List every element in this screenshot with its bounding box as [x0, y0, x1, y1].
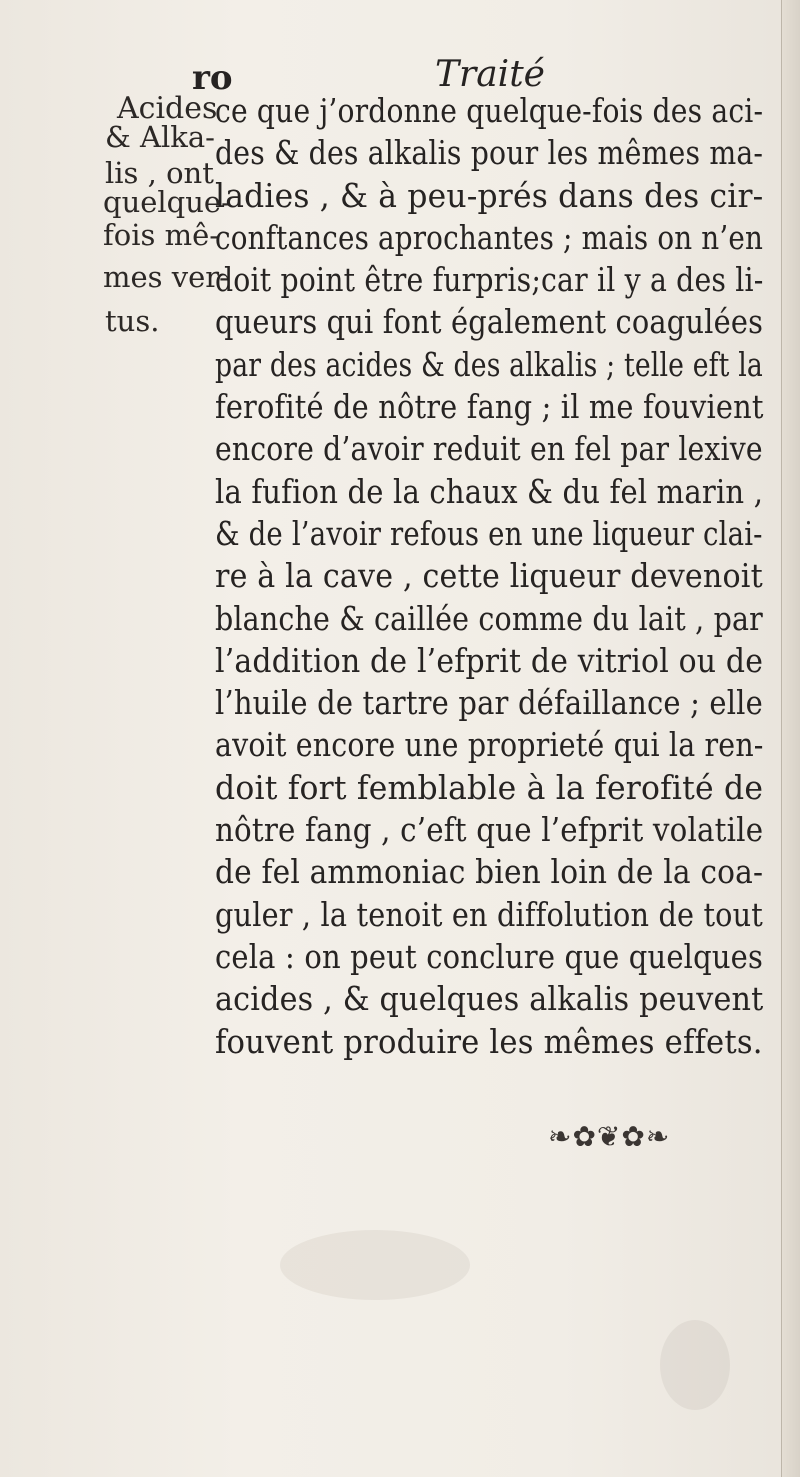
text-line: ce que j’ordonne quelque-fois des aci-	[215, 91, 764, 130]
margin-line: & Alka-	[105, 120, 215, 154]
text-line: conftances aprochantes ; mais on n’en	[215, 217, 764, 257]
text-line: doit point être furpris;car il y a des li-	[215, 260, 764, 300]
text-line: fouvent produire les mêmes effets.	[215, 1021, 763, 1061]
text-line: l’addition de l’efprit de vitriol ou de	[215, 640, 764, 680]
text-line: l’huile de tartre par défaillance ; elle	[215, 683, 763, 723]
margin-line: mes ver-	[103, 260, 229, 294]
text-line: blanche & caillée comme du lait , par	[215, 598, 763, 638]
text-line: des & des alkalis pour les mêmes ma-	[215, 133, 764, 173]
text-line: nôtre fang , c’eft que l’efprit volatile	[215, 810, 764, 850]
text-line: doit fort femblable à la ferofité de	[215, 767, 764, 807]
page-edge	[781, 0, 800, 1477]
margin-line: tus.	[105, 304, 160, 338]
text-line: la fufion de la chaux & du fel marin ,	[215, 471, 764, 511]
text-line: re à la cave , cette liqueur devenoit	[215, 556, 763, 596]
text-line: ladies , & à peu-prés dans des cir-	[215, 175, 764, 215]
text-line: acides , & quelques alkalis peuvent	[215, 979, 764, 1019]
margin-line: Acides	[117, 91, 218, 126]
text-line: avoit encore une proprieté qui la ren-	[215, 725, 764, 765]
margin-line: fois mê-	[103, 218, 220, 252]
text-line: encore d’avoir reduit en fel par lexive	[215, 429, 763, 469]
text-line: cela : on peut conclure que quelques	[215, 936, 764, 976]
tailpiece-ornament: ❧✿❦✿❧	[548, 1120, 671, 1153]
text-line: de fel ammoniac bien loin de la coa-	[215, 852, 764, 892]
body-text	[215, 90, 775, 1063]
paper-stain	[660, 1320, 730, 1410]
text-line: & de l’avoir refous en une liqueur clai-	[215, 513, 763, 553]
text-line: par des acides & des alkalis ; telle eft la	[215, 344, 763, 384]
text-line: ferofité de nôtre fang ; il me fouvient	[215, 387, 764, 427]
margin-line: lis , ont	[105, 156, 214, 190]
text-line: queurs qui font également coagulées	[215, 302, 764, 342]
text-line: guler , la tenoit en diffolution de tout	[215, 894, 764, 934]
margin-line: quelque-	[103, 185, 231, 219]
running-title: Traité	[435, 54, 545, 95]
paper-stain	[280, 1230, 470, 1300]
page-number: ro	[192, 58, 233, 98]
